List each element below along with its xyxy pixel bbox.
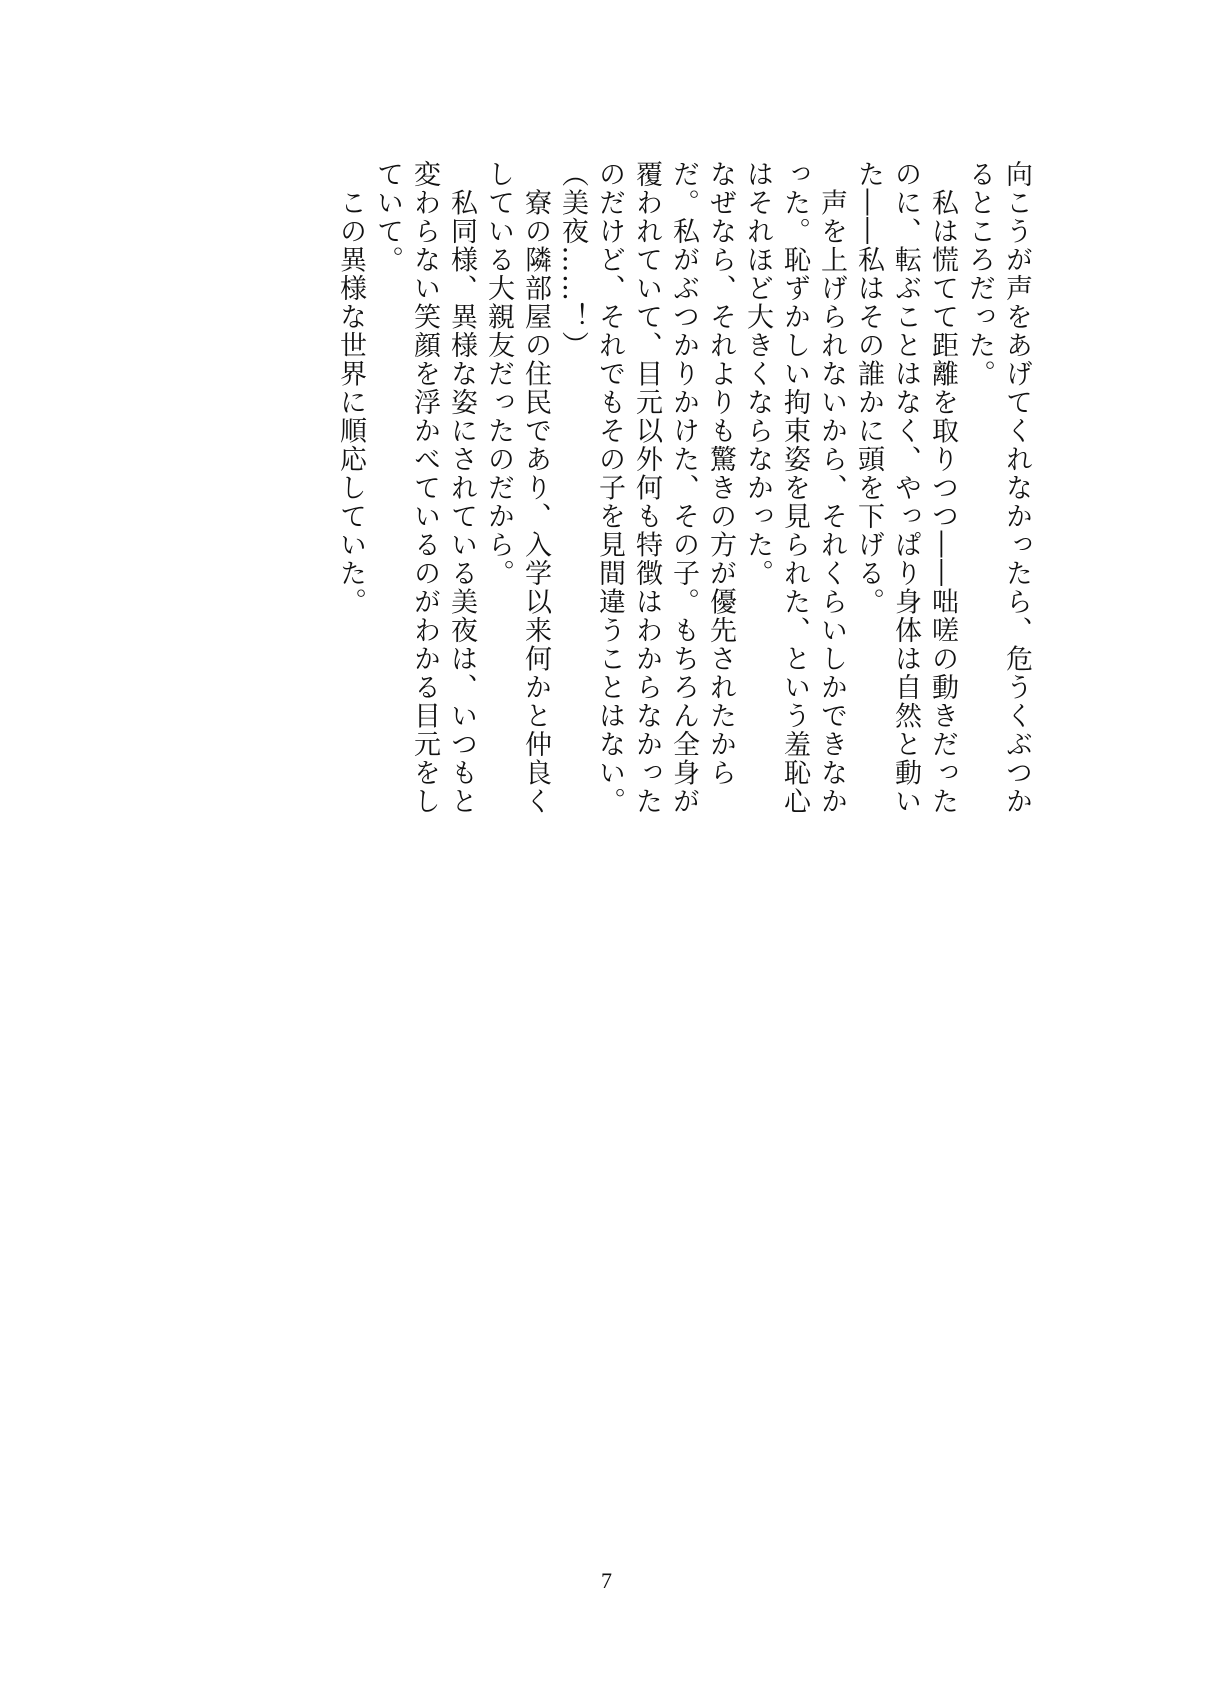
- paragraph: この異様な世界に順応していた。: [335, 160, 366, 616]
- page-number: 7: [601, 1568, 612, 1593]
- paragraph: なぜなら、それよりも驚きの方が優先されたからだ。私がぶつかりかけた、その子。もちろん全身が覆われていて、目元以外何も特徴はわからなかったのだけど、それでもその子を見間違うことはない。: [594, 160, 736, 816]
- paragraph: 向こうが声をあげてくれなかったら、危うくぶつかるところだった。: [964, 160, 1032, 816]
- paragraph: 寮の隣部屋の住民であり、入学以来何かと仲良くしている大親友だったのだから。: [483, 160, 551, 816]
- paragraph: （美夜……！）: [557, 160, 588, 360]
- paragraph: 私同様、異様な姿にされている美夜は、いつもと変わらない笑顔を浮かべているのがわかる目元をしていて。: [372, 160, 477, 816]
- paragraph: 声を上げられないから、それくらいしかできなかった。恥ずかしい拘束姿を見られた、という羞恥心はそれほど大きくならなかった。: [742, 160, 847, 816]
- paragraph: 私は慌てて距離を取りつつ――咄嗟の動きだったのに、転ぶことはなく、やっぱり身体は自然と動いた――私はその誰かに頭を下げる。: [853, 160, 958, 816]
- vertical-text-body: [175, 160, 1035, 820]
